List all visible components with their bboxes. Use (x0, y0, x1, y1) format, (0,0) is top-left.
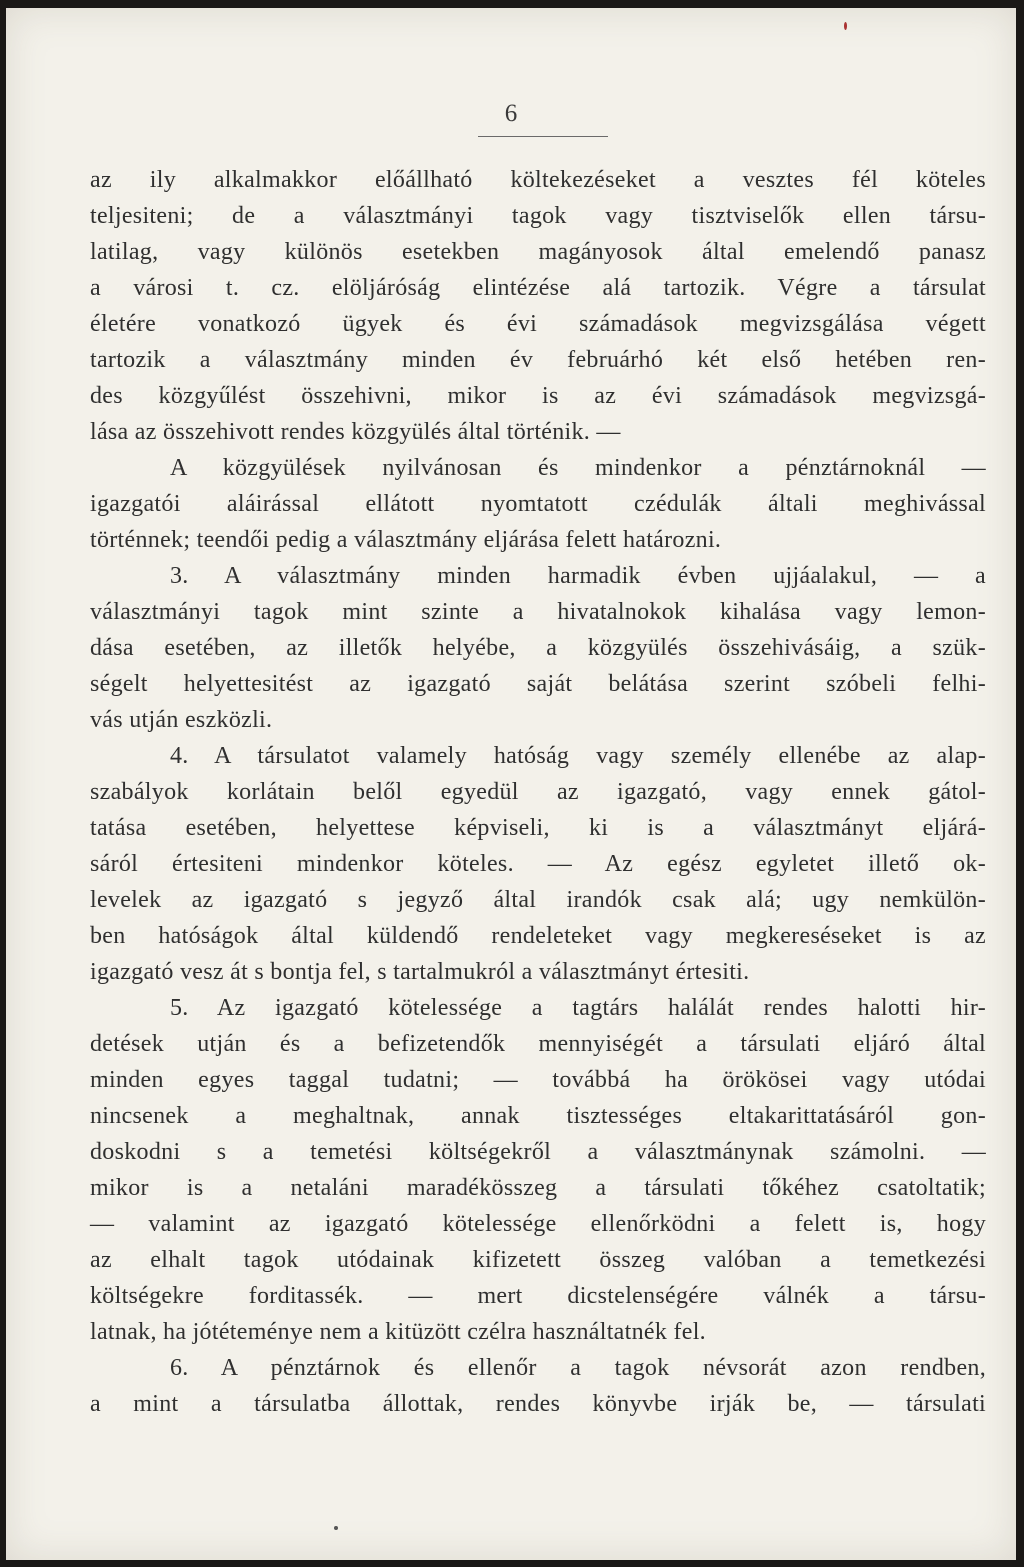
text-line: életére vonatkozó ügyek és évi számadások megvizsgálása végett (90, 311, 986, 337)
text-line: des közgyűlést összehivni, mikor is az évi számadások megvizsgá- (90, 383, 986, 409)
text-line: tartozik a választmány minden év februárhó két első hetében ren- (90, 347, 986, 373)
text-line: latnak, ha jótéteménye nem a kitüzött czélra használtatnék fel. (90, 1319, 706, 1345)
header-rule (478, 136, 608, 137)
text-line: lása az összehivott rendes közgyülés által történik. — (90, 419, 621, 445)
print-speck (334, 1526, 338, 1530)
text-line: minden egyes taggal tudatni; — továbbá ha örökösei vagy utódai (90, 1067, 986, 1093)
text-line: ben hatóságok által küldendő rendeleteket vagy megkereséseket is az (90, 923, 986, 949)
page-number: 6 (504, 100, 518, 127)
text-line: 5. Az igazgató kötelessége a tagtárs halálát rendes halotti hir- (170, 995, 986, 1021)
body-text (90, 162, 986, 1422)
text-line: nincsenek a meghaltnak, annak tisztességes eltakarittatásáról gon- (90, 1103, 986, 1129)
text-line: ségelt helyettesitést az igazgató saját belátása szerint szóbeli felhi- (90, 671, 986, 697)
text-line: történnek; teendői pedig a választmány eljárása felett határozni. (90, 527, 722, 553)
text-line: — valamint az igazgató kötelessége ellenőrködni a felett is, hogy (90, 1211, 986, 1237)
text-line: sáról értesiteni mindenkor köteles. — Az egész egyletet illető ok- (90, 851, 986, 877)
text-line: 6. A pénztárnok és ellenőr a tagok névsorát azon rendben, (170, 1355, 986, 1381)
print-speck (844, 22, 847, 30)
text-line: igazgató vesz át s bontja fel, s tartalmukról a választmányt értesiti. (90, 959, 750, 985)
text-line: igazgatói aláirással ellátott nyomtatott czédulák általi meghivással (90, 491, 986, 517)
text-line: a városi t. cz. elöljáróság elintézése alá tartozik. Végre a társulat (90, 275, 986, 301)
text-line: doskodni s a temetési költségekről a választmánynak számolni. — (90, 1139, 986, 1165)
text-line: költségekre forditassék. — mert dicstelenségére válnék a társu- (90, 1283, 986, 1309)
text-line: tatása esetében, helyettese képviseli, ki is a választmányt eljárá- (90, 815, 986, 841)
text-line: az elhalt tagok utódainak kifizetett összeg valóban a temetkezési (90, 1247, 986, 1273)
text-line: mikor is a netaláni maradékösszeg a társulati tőkéhez csatoltatik; (90, 1175, 986, 1201)
text-line: latilag, vagy különös esetekben magányosok által emelendő panasz (90, 239, 986, 265)
text-line: 4. A társulatot valamely hatóság vagy személy ellenébe az alap- (170, 743, 986, 769)
text-line: levelek az igazgató s jegyző által irandók csak alá; ugy nemkülön- (90, 887, 986, 913)
text-line: a mint a társulatba állottak, rendes könyvbe irják be, — társulati (90, 1391, 986, 1417)
text-line: választmányi tagok mint szinte a hivatalnokok kihalása vagy lemon- (90, 599, 986, 625)
text-line: dása esetében, az illetők helyébe, a közgyülés összehivásáig, a szük- (90, 635, 986, 661)
text-line: szabályok korlátain belől egyedül az igazgató, vagy ennek gátol- (90, 779, 986, 805)
text-line: vás utján eszközli. (90, 707, 273, 733)
text-line: teljesiteni; de a választmányi tagok vagy tisztviselők ellen társu- (90, 203, 986, 229)
text-line: az ily alkalmakkor előállható költekezéseket a vesztes fél köteles (90, 167, 986, 193)
text-line: 3. A választmány minden harmadik évben ujjáalakul, — a (170, 563, 986, 589)
text-line: detések utján és a befizetendők mennyiségét a társulati eljáró által (90, 1031, 986, 1057)
text-line: A közgyülések nyilvánosan és mindenkor a pénztárnoknál — (170, 455, 986, 481)
book-page (6, 8, 1016, 1560)
